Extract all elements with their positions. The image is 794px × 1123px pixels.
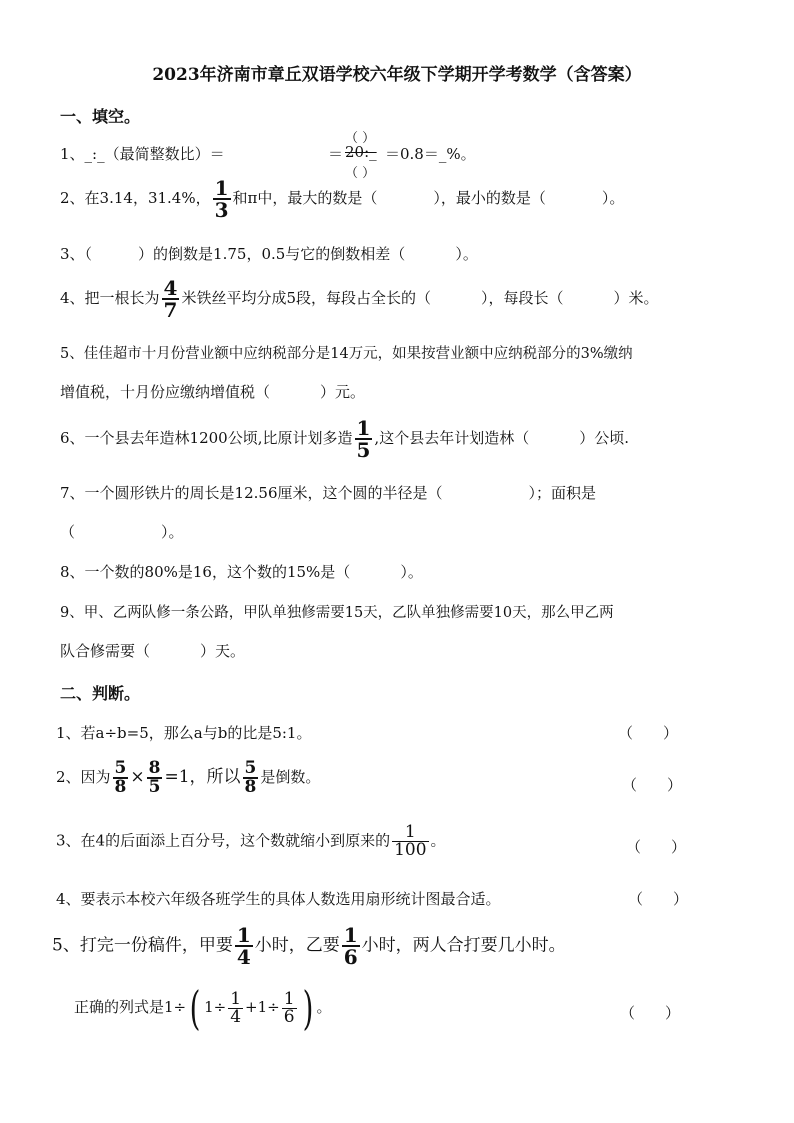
question-7-text-d: ）。 — [161, 523, 184, 541]
question-7-text-b: ）；面积是 — [528, 484, 597, 502]
question-5-text-b: ）元。 — [320, 383, 366, 401]
fraction-5-8 — [243, 760, 259, 796]
question-9-text-a: 队合修需要（ — [60, 642, 151, 660]
judgement-2-answer-paren: （ ） — [622, 776, 683, 794]
question-5-text-a: 增值税，十月份应缴纳增值税（ — [60, 383, 271, 401]
fraction-numerator: 5 — [114, 758, 127, 778]
question-2-text-b: 和π中，最大的数是（ — [232, 189, 378, 207]
judgement-4-answer-paren: （ ） — [628, 890, 689, 908]
fraction-denominator: 4 — [230, 1006, 242, 1027]
question-3-text-a: 3、（ — [60, 245, 93, 263]
question-1-suffix: ＝0.8＝_%。 — [385, 145, 476, 163]
fraction-denominator: 5 — [148, 777, 161, 797]
judgement-2-text — [56, 760, 320, 796]
question-1-ratio: 20:_ — [345, 143, 377, 161]
fraction-denominator: 6 — [283, 1006, 295, 1027]
judgement-3-answer-paren: （ ） — [626, 838, 687, 856]
question-7-text-a: 7、一个圆形铁片的周长是12.56厘米，这个圆的半径是（ — [60, 484, 443, 502]
judgement-3-text — [56, 824, 446, 859]
judgement-3-text-b: 。 — [430, 831, 446, 850]
question-9-text-b: ）天。 — [200, 642, 246, 660]
question-5-line-1: 5、佳佳超市十月份营业额中应纳税部分是14万元，如果按营业额中应纳税部分的3%缴纳 — [60, 346, 633, 362]
fraction-denominator: 100 — [394, 840, 427, 860]
fraction-denominator: 8 — [244, 777, 257, 797]
question-4-text-b: 米铁丝平均分成5段，每段占全长的（ — [181, 289, 432, 307]
question-2-text-c: ），最小的数是（ — [433, 189, 546, 207]
right-paren-icon: ) — [302, 981, 313, 1035]
question-4 — [60, 278, 659, 320]
fraction-numerator: 8 — [148, 758, 161, 778]
question-6-text-b: ,这个县去年计划造林（ — [374, 429, 530, 447]
question-9-line-1: 9、甲、乙两队修一条公路，甲队单独修需要15天，乙队单独修需要10天，那么甲乙两 — [60, 605, 614, 621]
fraction-denominator: 4 — [236, 945, 251, 969]
fraction-4-7 — [162, 278, 180, 320]
question-3-text-c: ）。 — [455, 245, 478, 263]
question-1-equals: ＝ — [328, 145, 344, 163]
fraction-1-4 — [228, 988, 243, 1027]
judgement-5-line-1 — [52, 925, 566, 967]
question-8 — [60, 561, 423, 582]
fraction-1-4 — [235, 925, 253, 967]
question-8-text-a: 8、一个数的80%是16，这个数的15%是（ — [60, 563, 351, 581]
fraction-1-6 — [282, 988, 297, 1027]
judgement-5-expression-plus: +1÷ — [245, 998, 280, 1016]
fraction-1-3 — [213, 178, 231, 220]
fraction-5-8 — [113, 760, 129, 796]
fraction-denominator: 6 — [343, 945, 358, 969]
fraction-numerator: 5 — [244, 758, 257, 778]
fraction-1-5 — [355, 418, 373, 460]
judgement-2-text-c: 是倒数。 — [260, 768, 321, 786]
judgement-5-text-c: 小时，两人合打要几小时。 — [361, 935, 566, 956]
question-1-prefix: 1、_:_（最简整数比）＝ — [60, 145, 225, 163]
fraction-8-5 — [147, 760, 163, 796]
question-4-text-a: 4、把一根长为 — [60, 289, 160, 307]
fraction-numerator: 1 — [214, 176, 229, 200]
judgement-2-text-b: =1，所以 — [164, 767, 241, 787]
question-6-text-a: 6、一个县去年造林1200公顷,比原计划多造 — [60, 429, 353, 447]
question-6 — [60, 418, 629, 460]
question-2-text-d: ）。 — [601, 189, 625, 207]
question-2-text-a: 2、在3.14，31.4%， — [60, 189, 211, 207]
fraction-denominator: 8 — [114, 777, 127, 797]
judgement-2-text-a: 2、因为 — [56, 768, 111, 786]
fraction-numerator: 1 — [356, 416, 371, 440]
question-7-line-1 — [60, 482, 596, 503]
fraction-numerator: 1 — [404, 822, 416, 842]
fraction-1-100 — [392, 824, 428, 859]
fraction-numerator: 1 — [236, 923, 251, 947]
fraction-denominator: 3 — [214, 198, 229, 222]
judgement-5-expression-end: 。 — [316, 998, 332, 1016]
times-sign: × — [130, 767, 145, 787]
judgement-5-expression-start: 正确的列式是1÷ — [74, 998, 187, 1016]
fraction-denominator: 7 — [163, 298, 178, 322]
question-2 — [60, 178, 624, 220]
question-1-paren-top: （ ） — [345, 131, 376, 146]
question-9-line-2 — [60, 640, 245, 661]
judgement-5-text-b: 小时，乙要 — [254, 935, 340, 956]
judgement-5-text-a: 5、打完一份稿件，甲要 — [52, 935, 233, 956]
question-8-text-b: ）。 — [400, 563, 423, 581]
judgement-4-text: 4、要表示本校六年级各班学生的具体人数选用扇形统计图最合适。 — [56, 890, 501, 908]
question-7-text-c: （ — [60, 523, 76, 541]
left-paren-icon: ( — [189, 981, 201, 1035]
fraction-numerator: 1 — [343, 923, 358, 947]
question-7-line-2 — [60, 521, 184, 542]
section-judgement-heading: 二、判断。 — [60, 684, 141, 703]
judgement-3-text-a: 3、在4的后面添上百分号，这个数就缩小到原来的 — [56, 831, 391, 850]
judgement-5-expression-inner: 1÷ — [204, 998, 227, 1016]
judgement-5-answer-paren: （ ） — [620, 1004, 681, 1022]
question-6-text-c: ）公顷. — [579, 429, 629, 447]
fraction-numerator: 4 — [163, 276, 178, 300]
judgement-5-line-2 — [74, 981, 332, 1035]
fraction-numerator: 1 — [283, 988, 295, 1009]
page-title: 2023年济南市章丘双语学校六年级下学期开学考数学（含答案） — [152, 65, 642, 85]
fraction-numerator: 1 — [230, 988, 242, 1009]
section-fill-blank-heading: 一、填空。 — [60, 107, 141, 126]
fraction-denominator: 5 — [356, 438, 371, 462]
question-4-text-d: ）米。 — [613, 289, 659, 307]
question-1-paren-bottom: （ ） — [345, 166, 376, 181]
judgement-1-answer-paren: （ ） — [618, 724, 679, 742]
question-4-text-c: ），每段长（ — [481, 289, 564, 307]
fraction-1-6 — [342, 925, 360, 967]
question-5-line-2 — [60, 381, 365, 402]
judgement-1-text: 1、若a÷b=5，那么a与b的比是5:1。 — [56, 724, 312, 742]
question-3 — [60, 243, 478, 264]
question-3-text-b: ）的倒数是1.75，0.5与它的倒数相差（ — [138, 245, 406, 263]
